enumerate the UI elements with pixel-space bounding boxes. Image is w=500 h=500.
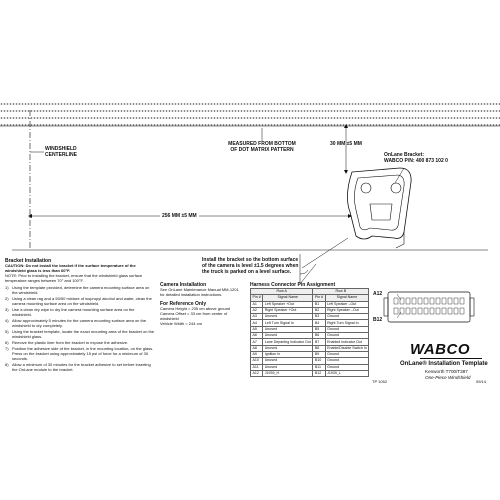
signal-name-cell: Unused xyxy=(263,326,313,332)
signal-name-cell: Right Turn Signal In xyxy=(325,320,369,326)
wabco-logo: WABCO xyxy=(410,341,470,358)
pin-number-cell: B1 xyxy=(313,301,325,307)
pin-number-cell: A1 xyxy=(251,301,263,307)
signal-name-cell: Left Speaker +Out xyxy=(263,301,313,307)
windshield-type: One-Piece Windshield xyxy=(425,375,471,380)
vehicle-model: Kenworth T700/T387 xyxy=(425,369,468,374)
step-text: Allow approximately 5 minutes for the camera mounting surface area on the windshield to dry completely. xyxy=(12,317,147,328)
bracket-installation-title: Bracket Installation xyxy=(5,258,52,264)
pin-number-cell: A7 xyxy=(251,339,263,345)
connector-pin xyxy=(454,298,458,304)
row-a-header: Row A xyxy=(251,289,313,295)
connector-pin xyxy=(460,308,464,314)
pin-number-cell: A5 xyxy=(251,326,263,332)
step-text: Using the template provided, determine the camera mounting surface area on the windshield. xyxy=(12,284,150,295)
connector-pin xyxy=(448,308,452,314)
connector-pin xyxy=(394,298,398,304)
step-text: Use a clean dry wipe to dry the camera mounting surface area on the windshield. xyxy=(12,306,135,317)
installation-step xyxy=(5,341,155,346)
step-number: 6) xyxy=(5,340,9,346)
connector-pin xyxy=(412,298,416,304)
signal-name-cell: Ground xyxy=(325,351,369,357)
logo-underline xyxy=(420,358,482,359)
step-number: 1) xyxy=(5,284,9,290)
step-text: Remove the plastic liner from the bracket to expose the adhesive. xyxy=(12,340,129,346)
pin-number-cell: B2 xyxy=(313,307,325,313)
pin-number-cell: A2 xyxy=(251,307,263,313)
connector-pin xyxy=(436,308,440,314)
signal-name-cell: Ground xyxy=(325,364,369,370)
row-b-header: Row B xyxy=(313,289,369,295)
signal-name-cell: Unused xyxy=(263,345,313,351)
caution-text: CAUTION: Do not install the bracket if the surface temperature of the windshield glass is less than 60°F. xyxy=(5,263,136,273)
template-title: OnLane® Installation Template xyxy=(400,361,488,367)
installation-step xyxy=(5,363,155,373)
connector-pin xyxy=(460,298,464,304)
signal-name-cell: Ground xyxy=(325,314,369,320)
reference-line: Camera Offset = 33 cm from center of windshield xyxy=(160,310,228,321)
signal-name-cell: Left Turn Signal In xyxy=(263,320,313,326)
connector-pin xyxy=(448,298,452,304)
signal-name-cell: Lane Departing Indicator Out xyxy=(264,339,311,344)
installation-step xyxy=(5,347,155,362)
signal-name-cell: Ignition In xyxy=(263,351,313,357)
connector-pin xyxy=(430,298,434,304)
connector-pin xyxy=(436,298,440,304)
connector-pin xyxy=(418,308,422,314)
pin-assignment-table xyxy=(250,288,369,377)
document-date: 09/14 xyxy=(476,379,487,384)
document-code: TP 1052 xyxy=(372,379,388,384)
step-number: 4) xyxy=(5,317,9,323)
pin-number-cell: A10 xyxy=(251,358,263,364)
step-text: Using the bracket template, locate the exact mounting area of the bracket on the windshield glass. xyxy=(12,329,155,339)
connector-pin xyxy=(394,308,398,314)
step-number: 7) xyxy=(5,346,9,352)
pin-number-cell: A4 xyxy=(251,320,263,326)
connector-pin xyxy=(442,298,446,304)
signal-name-cell: Ground xyxy=(325,333,369,339)
step-number: 3) xyxy=(5,306,9,312)
pin-number-cell: A11 xyxy=(251,364,263,370)
connector-pin xyxy=(400,308,404,314)
table-row xyxy=(251,370,369,376)
connector-pin xyxy=(406,298,410,304)
measured-from-label: MEASURED FROM BOTTOM OF DOT MATRIX PATTERN xyxy=(228,141,296,153)
reference-line: Camera Height = 235 cm above ground xyxy=(160,305,231,311)
installation-step xyxy=(5,308,155,318)
pin-number-cell: A9 xyxy=(251,351,263,357)
signal-name-cell: Enabled Indicator Out xyxy=(325,339,369,345)
pin-assignment-section xyxy=(250,282,369,377)
pin-number-cell: B3 xyxy=(313,314,325,320)
signal-name-cell: Ground xyxy=(325,358,369,364)
pin-number-cell: B8 xyxy=(313,345,325,351)
signal-column-header: Signal Name xyxy=(263,295,313,301)
connector-pin xyxy=(418,298,422,304)
signal-name-cell: Right Speaker –Out xyxy=(325,307,369,313)
camera-installation-title: Camera Installation xyxy=(160,282,207,288)
connector-pin xyxy=(454,308,458,314)
pin-number-cell: B12 xyxy=(313,370,325,376)
step-text: Using a clean rag and a 50/50 mixture of isopropyl alcohol and water, clean the camera mounting surface area on the windshield. xyxy=(12,295,152,306)
installation-step xyxy=(5,297,155,307)
table-row xyxy=(251,339,369,345)
connector-pin xyxy=(412,308,416,314)
reference-line: Vehicle Width = 244 cm xyxy=(160,320,202,326)
signal-name-cell: J1939_L xyxy=(325,370,369,376)
pin-number-cell: B7 xyxy=(313,339,325,345)
note-text: NOTE: Prior to installing the bracket, ensure that the windshield glass surface temperature ranges between 70° and 100°F. xyxy=(5,272,143,283)
signal-name-cell: Unused xyxy=(263,314,313,320)
step-text: Allow a minimum of 30 minutes for the bracket adhesive to set before inserting the OnLane module to the bracket. xyxy=(12,362,151,373)
pin-number-cell: B6 xyxy=(313,333,325,339)
pin-table-title: Harness Connector Pin Assignment xyxy=(250,282,336,288)
camera-installation-section xyxy=(160,282,242,326)
pin-number-cell: B11 xyxy=(313,364,325,370)
pin-number-cell: A6 xyxy=(251,333,263,339)
signal-column-header: Signal Name xyxy=(325,295,369,301)
signal-name-cell: Unused xyxy=(263,333,313,339)
pin-column-header: Pin # xyxy=(314,295,324,300)
step-number: 5) xyxy=(5,329,9,335)
install-level-note: Install the bracket so the bottom surface of the camera is level ±1.5 degrees when the truck is parked on a level surface. xyxy=(202,257,299,275)
connector-pin xyxy=(424,308,428,314)
installation-steps-list xyxy=(5,286,155,374)
installation-step xyxy=(5,319,155,329)
pin-number-cell: A3 xyxy=(251,314,263,320)
camera-installation-text: See OnLane Maintenance Manual MM-1201 for detailed installation instructions. xyxy=(160,287,239,297)
step-number: 8) xyxy=(5,362,9,368)
step-text: Position the adhesive side of the bracket, in the mounting location, on the glass. Press on the bracket using approximately 15 psi of force for a minimum of 30 seconds. xyxy=(12,346,154,362)
connector-a12-label: A12 xyxy=(373,291,383,297)
pin-number-cell: B4 xyxy=(313,320,325,326)
signal-name-cell: Unused xyxy=(263,358,313,364)
pin-number-cell: B10 xyxy=(313,358,325,364)
dimension-30mm-label: 30 MM ±5 MM xyxy=(330,141,362,147)
signal-name-cell: Ground xyxy=(325,326,369,332)
windshield-centerline-label: WINDSHIELD CENTERLINE xyxy=(45,146,77,158)
pin-number-cell: A12 xyxy=(251,370,263,376)
signal-name-cell: J1939_H xyxy=(263,370,313,376)
connector-pin xyxy=(400,298,404,304)
installation-step xyxy=(5,330,155,340)
signal-name-cell: Left Speaker –Out xyxy=(325,301,369,307)
bracket-part-label: OnLane Bracket: WABCO P/N: 400 873 102 0 xyxy=(384,152,448,164)
connector-pin xyxy=(424,298,428,304)
step-number: 2) xyxy=(5,295,9,301)
pin-number-cell: B5 xyxy=(313,326,325,332)
installation-step xyxy=(5,286,155,296)
signal-name-cell: Unused xyxy=(263,364,313,370)
reference-title: For Reference Only xyxy=(160,300,207,307)
connector-pin xyxy=(442,308,446,314)
connector-pin xyxy=(406,308,410,314)
signal-name-cell: Enable/Disable Switch In xyxy=(327,345,367,350)
signal-name-cell: Right Speaker +Out xyxy=(263,307,313,313)
dimension-256mm-label: 256 MM ±5 MM xyxy=(162,213,197,219)
pin-number-cell: B9 xyxy=(313,351,325,357)
bracket-installation-section xyxy=(5,258,155,375)
pin-number-cell: A8 xyxy=(251,345,263,351)
connector-pin xyxy=(430,308,434,314)
pin-column-header: Pin # xyxy=(252,295,261,300)
connector-b12-label: B12 xyxy=(373,317,383,323)
